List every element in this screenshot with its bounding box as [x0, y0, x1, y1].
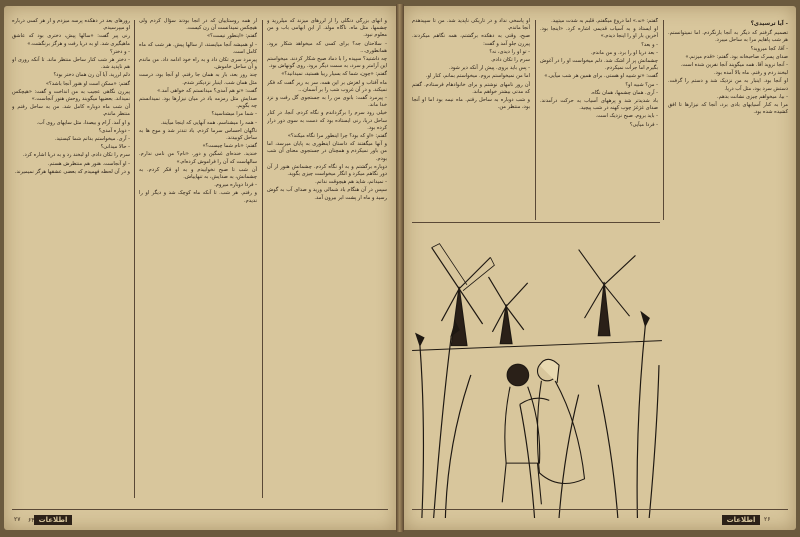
- paragraph: اما من نمیخواستم بروم. میخواستم بمانم، کنار او.: [425, 73, 530, 80]
- windmill-icon: [432, 244, 495, 346]
- paragraph: - پس باید بروی. پیش از آنکه دیر شود.: [448, 65, 530, 72]
- left-col-1-text: [267, 18, 387, 202]
- left-col-3-text: [12, 18, 130, 176]
- paragraph: - فردا میآیی؟: [629, 121, 658, 128]
- paragraph: - بعد دریا او را برد. و من ماندم.: [590, 49, 658, 56]
- paragraph: - فردا دوباره میروم.: [214, 182, 257, 189]
- paragraph: گفتم: «چون، شما که بسیار زیبا هستید، نمیدانید؟»: [281, 71, 387, 78]
- couple-figures-icon: [502, 359, 584, 504]
- paragraph: آن شب تا صبح نخوابیدم و به او فکر کردم. به چشمانش، به صدایش، به تنهاییاش.: [139, 166, 257, 181]
- paragraph: و رفتم. هر شب. تا آنکه ماه کوچک شد و دیگر او را ندیدم.: [139, 190, 257, 204]
- paragraph: - سلاحتان جه؟ برای کسی که میخواهد شکار برود. همانطوری...: [267, 40, 387, 54]
- paragraph: و آنها میگفتند که داستان اینطوری به پایان میرسد، اما من باور نمیکردم و همچنان در جستجوی معنای آن شب بودم.: [267, 141, 387, 162]
- paragraph: صدای پسرک صاحبخانه بود. گفتم: «قدم میزنم.»: [685, 53, 788, 60]
- paragraph: او ایستاد و به آسیاب قدیمی اشاره کرد. «اینجا بود. آخرین بار او را اینجا دیدم.»: [540, 26, 658, 40]
- paragraph: خیلی زود سرم را برگرداندم و نگاه کردم. آنجا، در کنار ساحل دریا، زنی ایستاده بود که دست به سوی دور دراز کرده بود.: [267, 110, 387, 131]
- paragraph: ناگهان احساس سرما کردم. باد تندتر شد و موج ها به ساحل کوبیدند.: [139, 127, 257, 142]
- paragraph: گفتم: «اینطور نیست؟»: [207, 33, 257, 40]
- page-number: ۲۷: [14, 516, 21, 523]
- column-divider: [134, 20, 135, 498]
- dialogue-heading: - آیا ترسیدی؟: [750, 21, 788, 27]
- paragraph: - و بعد؟: [641, 41, 658, 48]
- paragraph: - آری. میخواستم بدانم شما کیستید.: [54, 136, 130, 143]
- illustration: [412, 228, 662, 518]
- paragraph: - بیا، میخواهم چیزی نشانت بدهم.: [717, 93, 788, 100]
- right-col-3: [412, 18, 530, 218]
- paragraph: چشمانش پر از اشک شد. دلم میخواست او را در آغوش بگیرم اما جرأت نمیکردم.: [540, 58, 658, 72]
- paragraph: - دختر هر شب کنار ساحل منتظر ماند. تا آنکه روزی او هم ناپدید شد.: [12, 57, 130, 71]
- paragraph: دوباره برگشتم و به او نگاه کردم. چشمانش هنوز از آن دور نگاهم میکرد و انگار میخواست چیزی بگوید.: [267, 163, 387, 178]
- paragraph: او آنجا بود. اینبار به من نزدیک شد و دستم را گرفت. دستش سرد بود، مثل آب دریا.: [668, 78, 788, 92]
- magazine-logo: اطلاعات: [34, 515, 72, 525]
- windmill-icon: [489, 277, 528, 344]
- paragraph: - پیرمرد گفت: بانوی من را به جستجوی گل رفت و نزد خدا ماند.: [267, 95, 387, 109]
- footer-mark: ۶۴: [28, 517, 35, 524]
- paragraph: لبخند زدم و رفتم. ماه بالا آمده بود.: [714, 70, 788, 77]
- book-spine: [396, 4, 404, 532]
- paragraph: دلم لرزید. آیا آن زن همان دختر بود؟: [53, 72, 130, 79]
- paragraph: آن شب ماه دوباره کامل شد. من به ساحل رفتم و منتظر ماندم.: [12, 104, 130, 118]
- paragraph: و شب دوباره به ساحل رفتم. ماه نیمه بود اما او آنجا بود، منتظر من.: [412, 97, 530, 111]
- paragraph: چند روز بعد، باز به همان جا رفتم. او آنجا بود، درست مثل همان شب. اینبار نزدیکتر شدم.: [139, 72, 257, 86]
- paragraph: سرم را تکان دادم.: [490, 57, 530, 64]
- paragraph: - آقا، کجا میروید؟: [750, 45, 788, 52]
- paragraph: تصمیم گرفتم که دیگر به آنجا بازنگردم. اما نمیتوانستم. هر شب پاهایم مرا به ساحل میبرد.: [668, 30, 788, 44]
- footer-rule: [12, 509, 388, 510]
- paragraph: او پاسخی نداد و در تاریکی ناپدید شد. من تا سپیدهدم آنجا ماندم.: [412, 18, 530, 32]
- right-col-1: [668, 18, 788, 498]
- paragraph: سپس در آن هنگام باد شمالی وزید و صدای آب به گوش رسید و ماه از پشت ابر بیرون آمد.: [267, 187, 387, 201]
- paragraph: - من؟ شبیه او؟: [625, 81, 658, 88]
- paragraph: - او آنجاست. هنوز هم منتظرش هستم.: [47, 160, 130, 167]
- column-divider: [535, 20, 536, 220]
- left-col-3: [12, 18, 130, 498]
- left-col-2-text: [139, 18, 257, 205]
- paragraph: و او آمد. آرام و بیصدا، مثل سایهای روی آب.: [36, 119, 130, 126]
- paragraph: خندید. خنده‌ای غمگین و دور. «نام؟ من نامی ندارم. سالهاست که آن را فراموش کرده‌ام.»: [139, 151, 257, 165]
- paragraph: - حالا میدانی؟: [100, 144, 130, 151]
- footer-rule: [412, 509, 788, 510]
- right-col-1-text: [668, 30, 788, 116]
- paragraph: - و دختر؟: [109, 48, 130, 55]
- paragraph: - همه را میشناسم. همه آنهایی که اینجا میآیند.: [160, 119, 257, 126]
- paragraph: - تو او را دیدی، نه؟: [489, 48, 530, 55]
- paragraph: از همه روستاییان که در آنجا بودند سؤال کردم ولی هیچکس نمیدانست آن زن کیست.: [139, 18, 257, 32]
- right-col-2: [540, 18, 658, 218]
- paragraph: گفت: «تو هم آمدی؟ میدانستم که خواهی آمد.»: [157, 87, 257, 94]
- paragraph: صدایش مثل زمزمه باد در میان نیزارها بود. نمیدانستم چه بگویم.: [139, 96, 257, 110]
- paragraph: صبح، وقتی به دهکده برگشتم، همه نگاهم میکردند. پیرزن جلو آمد و گفت:: [412, 33, 530, 47]
- right-page: [404, 6, 796, 530]
- paragraph: - شما مرا میشناسید؟: [211, 111, 257, 118]
- left-col-1: [267, 18, 387, 498]
- paragraph: ماه آفتاب و لغزش بر این همه، سر به زیر گفت که فکر نمیکند. و در آن غروب شب را بر آسمان...: [267, 79, 387, 93]
- paragraph: و در آن لحظه فهمیدم که بعضی عشقها هرگز نمیمیرند.: [14, 168, 130, 175]
- paragraph: روزهای بعد در دهکده پرسه میزدم و از هر کسی درباره او میپرسیدم.: [12, 18, 130, 32]
- paragraph: چه داشتید؟ سپیده را با دماد صبح شکار کردند. میخواستم این آرامتر و سرد، به سمت دیگر برود. روی گونهاش بود.: [267, 56, 387, 70]
- paragraph: پیرزن نگاهی عجیب به من انداخت و گفت: «هیچکس نمیداند. بعضیها میگویند روحش هنوز آنجاست.»: [12, 88, 130, 103]
- right-col-3-text: [412, 18, 530, 111]
- column-divider: [663, 20, 664, 220]
- paragraph: زنی پیر گفت: «سالها پیش، دختری بود که عاشق ماهیگیری شد. او به دریا رفت و هرگز برنگشت.»: [12, 33, 130, 47]
- paragraph: گفت: «تو شبیه او هستی. برای همین هر شب میآیی.»: [544, 73, 658, 80]
- paragraph: باد شدیدتر شد و پرههای آسیاب به حرکت درآمدند. صدای غژغژ چوب کهنه در شب پیچید.: [540, 98, 658, 112]
- paragraph: گفتم: «او که بود؟ چرا اینطور مرا نگاه میکند؟»: [287, 133, 387, 140]
- right-col-2-text: [540, 18, 658, 129]
- paragraph: - باید بروم. صبح نزدیک است.: [595, 113, 658, 120]
- page-number: ۲۶: [764, 516, 771, 523]
- left-col-2: [139, 18, 257, 498]
- paragraph: پیرمرد سری تکان داد و به راه خود ادامه داد. من ماندم و آن ساحل خاموش.: [139, 57, 257, 71]
- paragraph: - دوباره آمدی؟: [98, 127, 130, 134]
- paragraph: مرا به کنار آسیابهای بادی برد، آنجا که نیزارها تا افق کشیده شده بود.: [668, 102, 788, 116]
- paragraph: سرم را تکان دادم. او لبخند زد و به دریا اشاره کرد.: [22, 152, 130, 159]
- left-page: [4, 6, 396, 530]
- paragraph: گفتم: «نام شما چیست؟»: [202, 143, 257, 150]
- paragraph: و آنهای بزرگی دنگلی را از لرزهای میزند که میلرزید و چشمها، مثل ماه، ناگاه مولد. از ابن ابهامی باب و من معلوم نبود.: [267, 18, 387, 39]
- windmill-icon: [579, 250, 636, 336]
- paragraph: گفتم: «ممکن است او هنوز آنجا باشد؟»: [45, 80, 130, 87]
- paragraph: - آنجا نروید آقا. همه میگویند آنجا نفرین شده است.: [680, 62, 788, 69]
- paragraph: - او همیشه آنجا میایستد، از سالها پیش. هر شب که ماه کامل است.: [139, 41, 257, 55]
- section-rule: [412, 222, 660, 223]
- paragraph: - نمیدانم، شاید هم هیچوقت ندانم.: [315, 179, 387, 186]
- paragraph: آن روز نامهای نوشتم و برای خانوادهام فرستادم. گفتم که مدتی بیشتر خواهم ماند.: [412, 81, 530, 95]
- column-divider: [262, 20, 263, 498]
- magazine-logo: اطلاعات: [722, 515, 760, 525]
- paragraph: گفتم: «نه.» اما دروغ میگفتم. قلبم به شدت میتپید.: [551, 18, 658, 24]
- paragraph: - آری. همان چشمها، همان نگاه.: [590, 89, 658, 96]
